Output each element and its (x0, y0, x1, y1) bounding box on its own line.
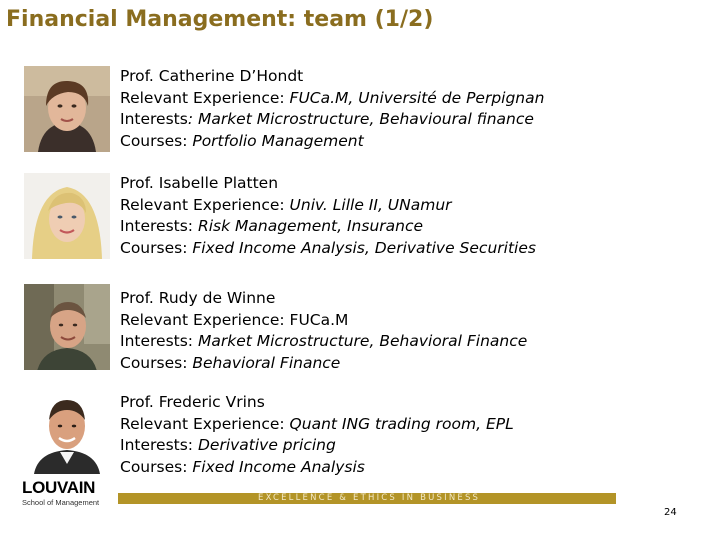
member-name: Prof. Isabelle Platten (120, 174, 279, 192)
interests-value: : Market Microstructure, Behavioural finance (187, 110, 534, 128)
team-member-dhondt (0, 66, 720, 156)
experience-value: Univ. Lille II, UNamur (289, 195, 452, 214)
courses-value: Fixed Income Analysis (192, 457, 365, 476)
member-courses (120, 353, 527, 375)
member-interests (120, 331, 527, 353)
member-info (120, 173, 536, 259)
page-number: 24 (664, 507, 677, 518)
member-experience (120, 310, 527, 332)
logo-name: LOUVAIN (22, 478, 96, 497)
logo-subtitle: School of Management (22, 498, 100, 507)
experience-value: FUCa.M, Université de Perpignan (289, 88, 545, 107)
team-member-dewinne (0, 288, 720, 378)
member-interests (120, 435, 514, 457)
courses-value: Fixed Income Analysis, Derivative Securities (192, 238, 536, 257)
member-name: Prof. Rudy de Winne (120, 289, 276, 307)
interests-value: Risk Management, Insurance (197, 217, 424, 235)
courses-label: Courses: (120, 131, 193, 150)
member-info (120, 288, 527, 374)
experience-value: Quant ING trading room, EPL (289, 414, 514, 433)
member-courses (120, 457, 514, 479)
member-experience (120, 195, 536, 217)
experience-label: Relevant Experience: (120, 414, 290, 433)
experience-label: Relevant Experience: (120, 195, 290, 214)
louvain-logo (22, 478, 112, 512)
member-photo (24, 173, 110, 259)
interests-label: Interests (120, 110, 188, 128)
member-courses (120, 238, 536, 260)
interests-value: Market Microstructure, Behavioral Finance (197, 332, 528, 350)
tagline-bar (118, 493, 616, 504)
member-interests (120, 216, 536, 238)
tagline: EXCELLENCE & ETHICS IN BUSINESS (258, 493, 481, 503)
member-info (120, 392, 514, 478)
courses-label: Courses: (120, 353, 193, 372)
interests-label: Interests: (120, 217, 198, 235)
member-photo (24, 284, 110, 370)
member-info (120, 66, 544, 152)
member-interests (120, 109, 544, 131)
member-courses (120, 131, 544, 153)
experience-label: Relevant Experience: FUCa.M (120, 310, 349, 329)
member-experience (120, 88, 544, 110)
courses-label: Courses: (120, 457, 193, 476)
courses-label: Courses: (120, 238, 193, 257)
interests-label: Interests: (120, 436, 198, 454)
member-name: Prof. Catherine D’Hondt (120, 67, 304, 85)
courses-value: Portfolio Management (192, 131, 364, 150)
courses-value: Behavioral Finance (192, 353, 341, 372)
team-member-vrins (0, 392, 720, 482)
interests-value: Derivative pricing (197, 436, 336, 454)
slide-title: Financial Management: team (1/2) (6, 7, 434, 32)
interests-label: Interests: (120, 332, 198, 350)
member-photo (24, 66, 110, 152)
member-experience (120, 414, 514, 436)
team-member-platten (0, 173, 720, 263)
member-name: Prof. Frederic Vrins (120, 393, 265, 411)
member-photo (24, 388, 110, 474)
experience-label: Relevant Experience: (120, 88, 290, 107)
